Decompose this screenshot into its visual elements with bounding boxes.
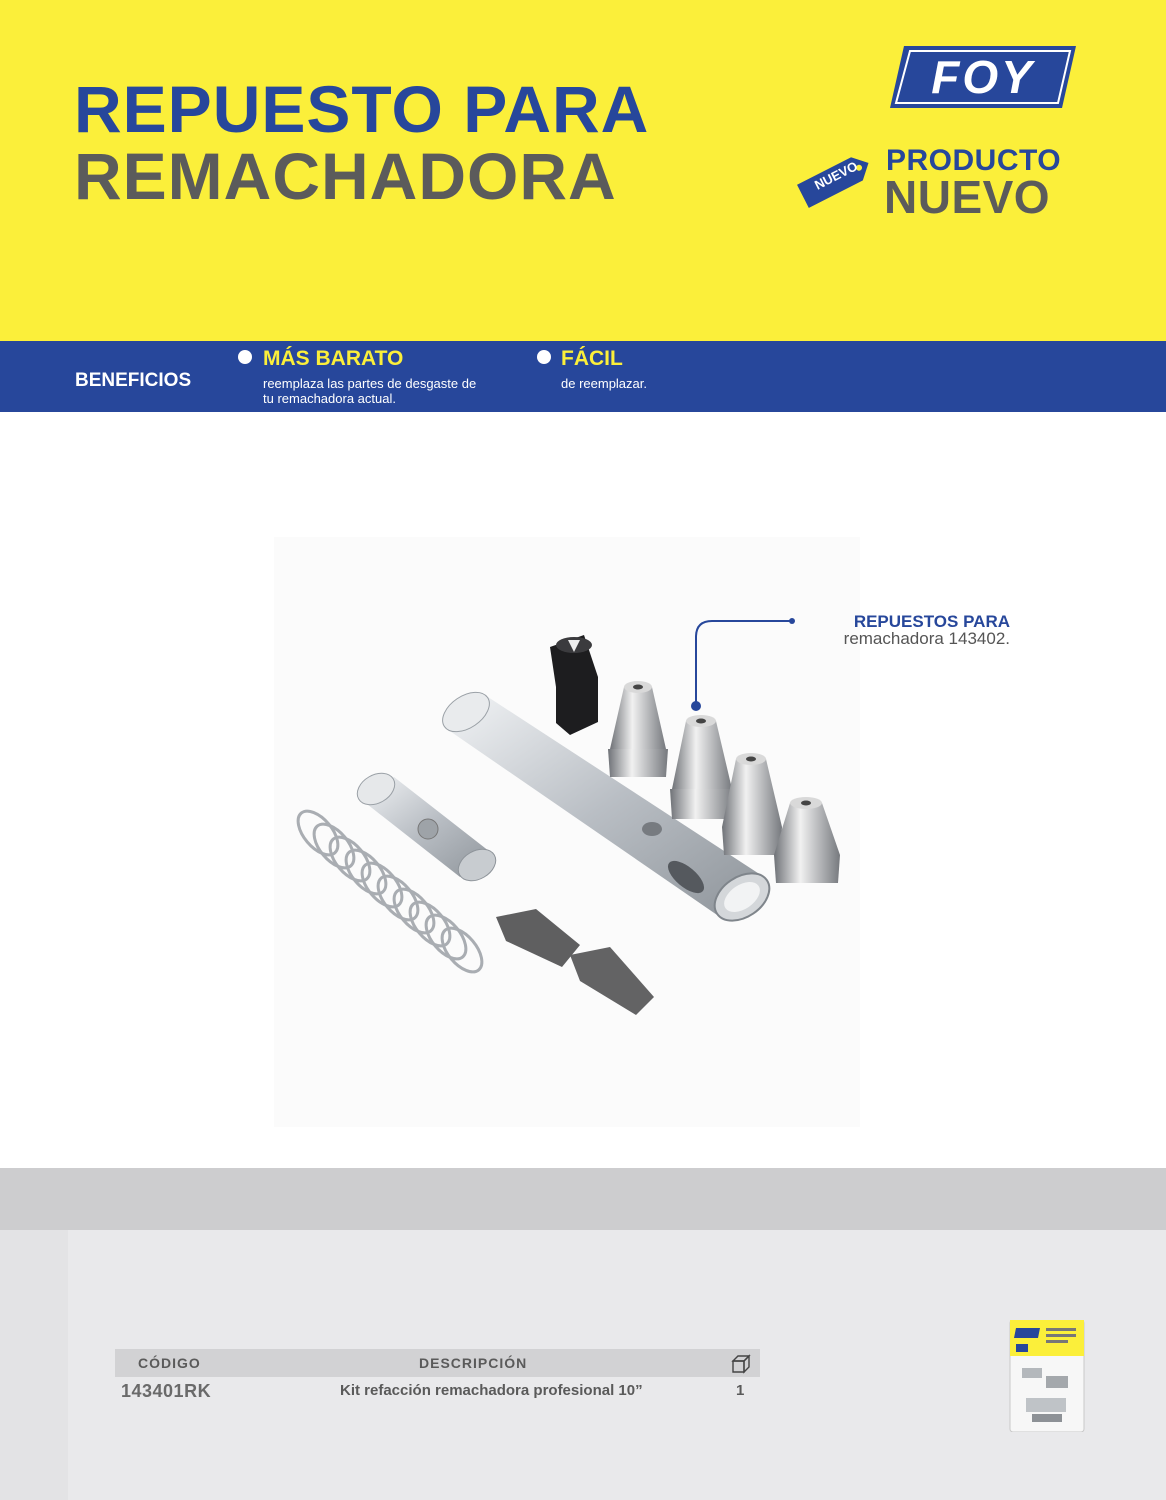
brand-name: FOY — [931, 51, 1035, 103]
nozzle-1 — [608, 681, 668, 777]
page-title-line2: REMACHADORA — [74, 139, 617, 213]
header-code: CÓDIGO — [138, 1355, 201, 1371]
bullet-icon — [537, 350, 551, 364]
package-thumbnail — [1006, 1320, 1088, 1432]
row-code: 143401RK — [121, 1381, 212, 1401]
benefits-label: BENEFICIOS — [75, 370, 192, 391]
box-icon — [731, 1354, 751, 1374]
jaws — [496, 909, 654, 1015]
nozzle-2 — [670, 715, 734, 819]
benefit-desc-cheaper-line2: tu remachadora actual. — [263, 391, 396, 406]
row-quantity: 1 — [736, 1382, 745, 1399]
badge-nuevo: NUEVO — [884, 171, 1051, 223]
badge-producto: PRODUCTO — [886, 144, 1062, 177]
callout-subtitle: remachadora 143402. — [843, 629, 1010, 648]
pin — [352, 767, 502, 887]
benefit-desc-easy: de reemplazar. — [561, 376, 647, 391]
benefit-title-easy: FÁCIL — [561, 347, 623, 370]
benefit-title-cheaper: MÁS BARATO — [263, 347, 404, 370]
product-photo — [274, 537, 860, 1127]
callout-title: REPUESTOS PARA — [853, 612, 1010, 631]
benefits-bar — [0, 341, 1166, 412]
bullet-icon — [238, 350, 252, 364]
foy-logo — [890, 46, 1076, 108]
benefit-desc-cheaper-line1: reemplaza las partes de desgaste de — [263, 376, 477, 391]
page-title-line1: REPUESTO PARA — [74, 72, 650, 146]
nuevo-tag-label: NUEVO — [811, 158, 860, 193]
divider-band — [0, 1168, 1166, 1230]
black-nozzle — [550, 635, 598, 735]
header-description: DESCRIPCIÓN — [419, 1355, 528, 1371]
nozzle-4 — [774, 797, 840, 883]
nozzle-3 — [722, 753, 782, 855]
row-description: Kit refacción remachadora profesional 10” — [340, 1382, 643, 1399]
